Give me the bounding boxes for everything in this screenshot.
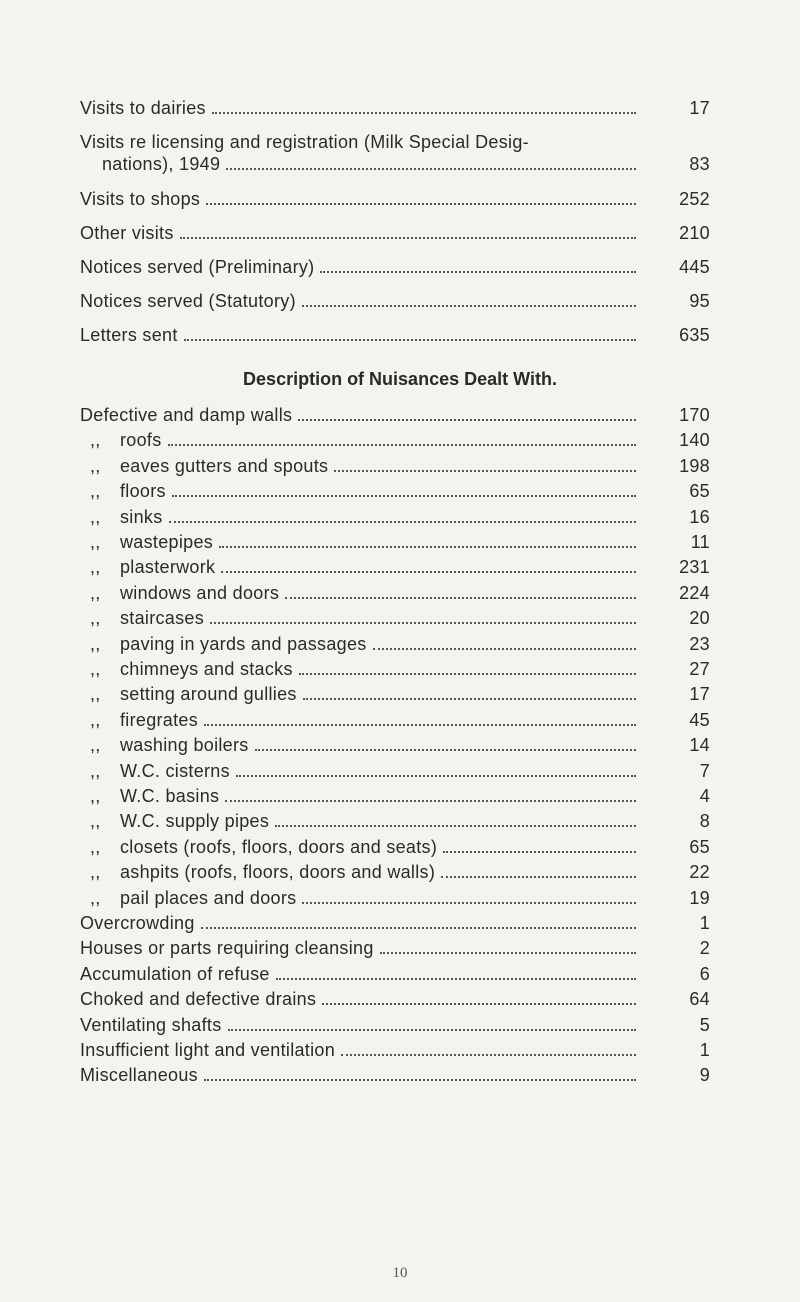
nuisance-row [80, 658, 710, 680]
nuisance-label: firegrates [120, 709, 199, 730]
nuisance-label: staircases [120, 608, 205, 629]
visits-label: Other visits [80, 223, 174, 243]
nuisance-label: Defective and damp walls [80, 405, 293, 425]
ditto-mark: ,, [90, 455, 101, 476]
nuisance-value: 140 [679, 430, 710, 451]
nuisance-value: 22 [689, 862, 710, 883]
nuisance-value: 170 [679, 405, 710, 425]
nuisance-row [80, 607, 710, 629]
nuisance-value: 65 [689, 481, 710, 502]
nuisance-value: 231 [679, 557, 710, 578]
visits-value: 635 [679, 325, 710, 345]
visits-row [80, 131, 710, 153]
dot-leader [441, 876, 636, 878]
nuisance-row [80, 556, 710, 578]
visits-row [80, 222, 710, 244]
nuisance-row [80, 887, 710, 909]
dot-leader [228, 1029, 637, 1031]
visits-row-continuation [102, 153, 710, 175]
nuisance-value: 20 [689, 608, 710, 629]
nuisance-row [80, 912, 710, 934]
nuisance-label: Ventilating shafts [80, 1014, 222, 1035]
nuisance-row [80, 810, 710, 832]
dot-leader [302, 305, 636, 307]
nuisance-value: 17 [689, 684, 710, 705]
nuisance-label: Choked and defective drains [80, 989, 317, 1010]
visits-row [80, 188, 710, 210]
nuisance-row [80, 836, 710, 858]
visits-label: Letters sent [80, 325, 178, 345]
visits-label: Notices served (Statutory) [80, 291, 296, 311]
nuisance-label: Overcrowding [80, 913, 195, 933]
nuisance-value: 9 [699, 1065, 710, 1086]
nuisance-row [80, 1014, 710, 1036]
ditto-mark: ,, [90, 887, 101, 908]
dot-leader [298, 419, 636, 421]
dot-leader [303, 698, 636, 700]
nuisance-row [80, 1039, 710, 1061]
nuisance-value: 198 [679, 455, 710, 476]
dot-leader [373, 648, 636, 650]
nuisance-value: 2 [699, 938, 710, 959]
nuisance-label: wastepipes [120, 532, 214, 552]
visits-label: Visits to shops [80, 189, 201, 209]
nuisance-row [80, 937, 710, 959]
dot-leader [299, 673, 636, 675]
visits-row [80, 324, 710, 346]
visits-row [80, 97, 710, 119]
nuisance-value: 19 [689, 887, 710, 908]
nuisance-label: setting around gullies [120, 684, 297, 705]
ditto-mark: ,, [90, 862, 101, 883]
nuisance-value: 16 [689, 506, 710, 527]
nuisance-value: 224 [679, 582, 710, 603]
nuisance-row [80, 582, 710, 604]
visits-value: 252 [679, 189, 710, 209]
nuisance-value: 64 [689, 989, 710, 1010]
nuisance-label: sinks [120, 506, 163, 527]
ditto-mark: ,, [90, 659, 101, 679]
visits-row [80, 256, 710, 278]
dot-leader [212, 112, 636, 114]
dot-leader [206, 203, 636, 205]
nuisance-row [80, 963, 710, 985]
nuisance-value: 45 [689, 709, 710, 730]
nuisance-label: roofs [120, 430, 162, 451]
ditto-mark: ,, [90, 582, 101, 603]
nuisance-value: 11 [690, 532, 710, 552]
nuisance-value: 1 [699, 1040, 710, 1060]
nuisance-label: Miscellaneous [80, 1065, 198, 1086]
nuisance-label: W.C. basins [120, 786, 220, 806]
dot-leader [380, 952, 636, 954]
nuisance-row [80, 429, 710, 451]
dot-leader [236, 775, 636, 777]
nuisance-label: floors [120, 481, 166, 502]
nuisance-row [80, 506, 710, 528]
nuisance-label: eaves gutters and spouts [120, 455, 329, 476]
ditto-mark: ,, [90, 430, 101, 451]
ditto-mark: ,, [90, 735, 101, 756]
dot-leader [322, 1003, 636, 1005]
visits-value: 210 [679, 223, 710, 243]
section-heading: Description of Nuisances Dealt With. [243, 369, 557, 389]
nuisance-label: Houses or parts requiring cleansing [80, 938, 374, 959]
nuisance-row [80, 785, 710, 807]
dot-leader [320, 271, 636, 273]
dot-leader [225, 800, 636, 802]
visits-value: 17 [689, 98, 710, 118]
dot-leader [334, 470, 636, 472]
nuisance-row [80, 861, 710, 883]
nuisance-value: 27 [689, 659, 710, 679]
nuisance-row [80, 709, 710, 731]
nuisance-row [80, 455, 710, 477]
nuisance-row [80, 1064, 710, 1086]
ditto-mark: ,, [90, 506, 101, 527]
visits-value: 445 [679, 257, 710, 277]
nuisance-label: washing boilers [120, 735, 249, 756]
visits-value: 83 [689, 154, 710, 174]
nuisance-value: 5 [699, 1014, 710, 1035]
nuisance-row [80, 404, 710, 426]
nuisance-value: 23 [689, 633, 710, 654]
ditto-mark: ,, [90, 532, 101, 552]
dot-leader [201, 927, 636, 929]
nuisance-row [80, 760, 710, 782]
dot-leader [255, 749, 636, 751]
visits-label-continuation: nations), 1949 [102, 154, 221, 174]
dot-leader [221, 571, 636, 573]
nuisance-label: W.C. cisterns [120, 760, 230, 781]
nuisance-value: 4 [699, 786, 710, 806]
dot-leader [302, 902, 636, 904]
dot-leader [172, 495, 636, 497]
nuisance-label: closets (roofs, floors, doors and seats) [120, 836, 438, 857]
nuisance-label: Accumulation of refuse [80, 963, 270, 984]
dot-leader [285, 597, 636, 599]
nuisance-label: windows and doors [120, 582, 280, 603]
ditto-mark: ,, [90, 811, 101, 832]
nuisance-label: pail places and doors [120, 887, 297, 908]
visits-label: Visits re licensing and registration (Milk Special Desig- [80, 132, 529, 152]
dot-leader [219, 546, 636, 548]
nuisance-label: chimneys and stacks [120, 659, 293, 679]
nuisance-value: 7 [699, 760, 710, 781]
ditto-mark: ,, [90, 760, 101, 781]
nuisance-label: W.C. supply pipes [120, 811, 270, 832]
nuisance-value: 8 [699, 811, 710, 832]
nuisance-row [80, 480, 710, 502]
dot-leader [180, 237, 636, 239]
ditto-mark: ,, [90, 481, 101, 502]
nuisance-value: 6 [699, 963, 710, 984]
ditto-mark: ,, [90, 709, 101, 730]
ditto-mark: ,, [90, 633, 101, 654]
dot-leader [276, 978, 636, 980]
page-number: 10 [392, 1265, 408, 1281]
visits-label: Notices served (Preliminary) [80, 257, 315, 277]
dot-leader [443, 851, 636, 853]
nuisance-label: ashpits (roofs, floors, doors and walls) [120, 862, 436, 883]
dot-leader [275, 825, 636, 827]
dot-leader [184, 339, 636, 341]
nuisance-label: paving in yards and passages [120, 633, 367, 654]
visits-label: Visits to dairies [80, 98, 206, 118]
nuisance-row [80, 633, 710, 655]
visits-row [80, 290, 710, 312]
dot-leader [168, 444, 636, 446]
ditto-mark: ,, [90, 786, 101, 806]
ditto-mark: ,, [90, 684, 101, 705]
dot-leader [210, 622, 636, 624]
visits-value: 95 [689, 291, 710, 311]
dot-leader [204, 1079, 636, 1081]
nuisance-value: 65 [689, 836, 710, 857]
ditto-mark: ,, [90, 836, 101, 857]
ditto-mark: ,, [90, 557, 101, 578]
dot-leader [341, 1054, 636, 1056]
ditto-mark: ,, [90, 608, 101, 629]
nuisance-label: plasterwork [120, 557, 216, 578]
nuisance-label: Insufficient light and ventilation [80, 1040, 336, 1060]
nuisance-row [80, 683, 710, 705]
dot-leader [204, 724, 636, 726]
dot-leader [169, 521, 636, 523]
nuisance-value: 14 [689, 735, 710, 756]
nuisance-row [80, 531, 710, 553]
dot-leader [226, 168, 636, 170]
nuisance-row [80, 734, 710, 756]
nuisance-value: 1 [699, 913, 710, 933]
nuisance-row [80, 988, 710, 1010]
